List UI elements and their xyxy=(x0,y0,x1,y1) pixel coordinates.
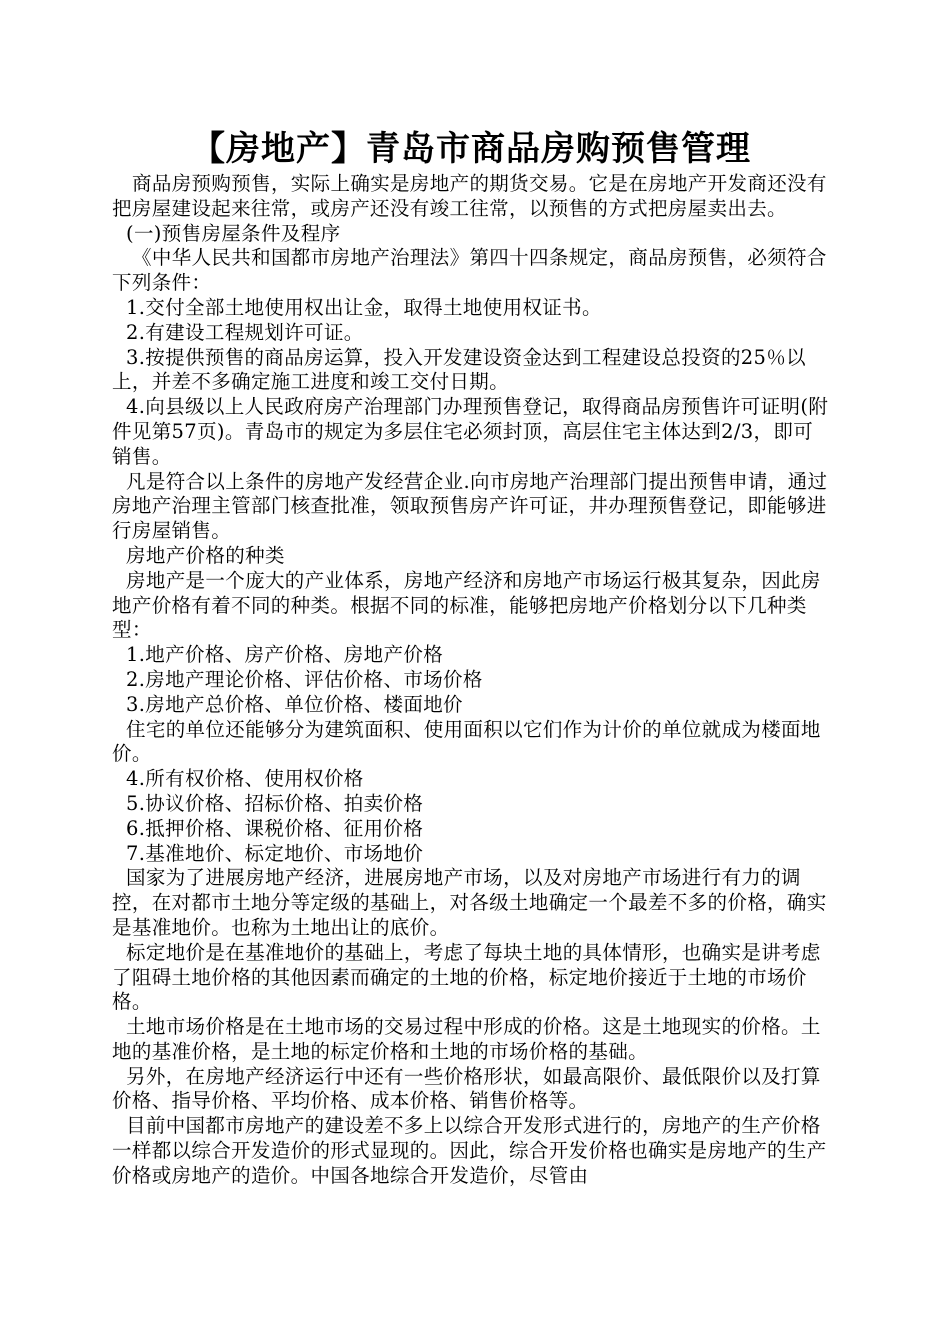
document-body xyxy=(112,172,830,1189)
document-title: 【房地产】青岛市商品房购预售管理 xyxy=(191,129,751,169)
list-item: 2.有建设工程规划许可证。 xyxy=(126,320,364,344)
list-item: 1.地产价格、房产价格、房地产价格 xyxy=(126,643,444,667)
document-page xyxy=(112,128,830,1189)
paragraph: 商品房预购预售，实际上确实是房地产的期货交易。它是在房地产开发商还没有把房屋建设起来往常，或房产还没有竣工往常，以预售的方式把房屋卖出去。 xyxy=(112,172,827,220)
paragraph: 《中华人民共和国都市房地产治理法》第四十四条规定，商品房预售，必须符合下列条件： xyxy=(112,246,827,295)
list-item: 4.所有权价格、使用权价格 xyxy=(126,767,364,791)
list-item: 3.房地产总价格、单位价格、楼面地价 xyxy=(126,692,463,716)
paragraph: 另外，在房地产经济运行中还有一些价格形状，如最高限价、最低限价以及打算价格、指导价格、平均价格、成本价格、销售价格等。 xyxy=(112,1064,821,1113)
list-item: 7.基准地价、标定地价、市场地价 xyxy=(126,841,424,865)
paragraph: 凡是符合以上条件的房地产发经营企业.向市房地产治理部门提出预售申请，通过房地产治理主管部门核查批准，领取预售房产许可证，井办理预售登记，即能够进行房屋销售。 xyxy=(112,469,828,543)
list-item: 4.向县级以上人民政府房产治理部门办理预售登记，取得商品房预售许可证明(附件见第57页)。青岛市的规定为多层住宅必须封顶，高层住宅主体达到2/3，即可销售。 xyxy=(112,395,829,468)
list-item: 3.按提供预售的商品房运算，投入开发建设资金达到工程建设总投资的25％以上，并差不多确定施工进度和竣工交付日期。 xyxy=(112,345,807,394)
list-item: 6.抵押价格、课税价格、征用价格 xyxy=(126,816,424,840)
paragraph: 房地产是一个庞大的产业体系，房地产经济和房地产市场运行极其复杂，因此房地产价格有着不同的种类。根据不同的标准，能够把房地产价格划分以下几种类型： xyxy=(112,568,821,642)
paragraph: 国家为了进展房地产经济，进展房地产市场，以及对房地产市场进行有力的调控，在对都市土地分等定级的基础上，对各级土地确定一个最差不多的价格，确实是基准地价。也称为土地出让的底价。 xyxy=(112,866,827,939)
section-heading: (一)预售房屋条件及程序 xyxy=(126,221,341,245)
section-heading: 房地产价格的种类 xyxy=(126,543,285,567)
list-item: 2.房地产理论价格、评估价格、市场价格 xyxy=(126,667,483,691)
paragraph: 标定地价是在基准地价的基础上，考虑了每块土地的具体情形，也确实是讲考虑了阻碍土地价格的其他因素而确定的土地的价格，标定地价接近于土地的市场价格。 xyxy=(112,940,821,1014)
list-item: 5.协议价格、招标价格、拍卖价格 xyxy=(126,791,424,815)
list-item: 1.交付全部土地使用权出让金，取得土地使用权证书。 xyxy=(126,295,602,319)
paragraph: 住宅的单位还能够分为建筑面积、使用面积以它们作为计价的单位就成为楼面地价。 xyxy=(112,717,821,766)
paragraph: 目前中国都市房地产的建设差不多上以综合开发形式进行的，房地产的生产价格一样都以综合开发造价的形式显现的。因此，综合开发价格也确实是房地产的生产价格或房地产的造价。中国各地综合开发造价，尽管由 xyxy=(112,1114,827,1187)
paragraph: 土地市场价格是在土地市场的交易过程中形成的价格。这是土地现实的价格。土地的基准价格，是土地的标定价格和土地的市场价格的基础。 xyxy=(112,1015,821,1063)
